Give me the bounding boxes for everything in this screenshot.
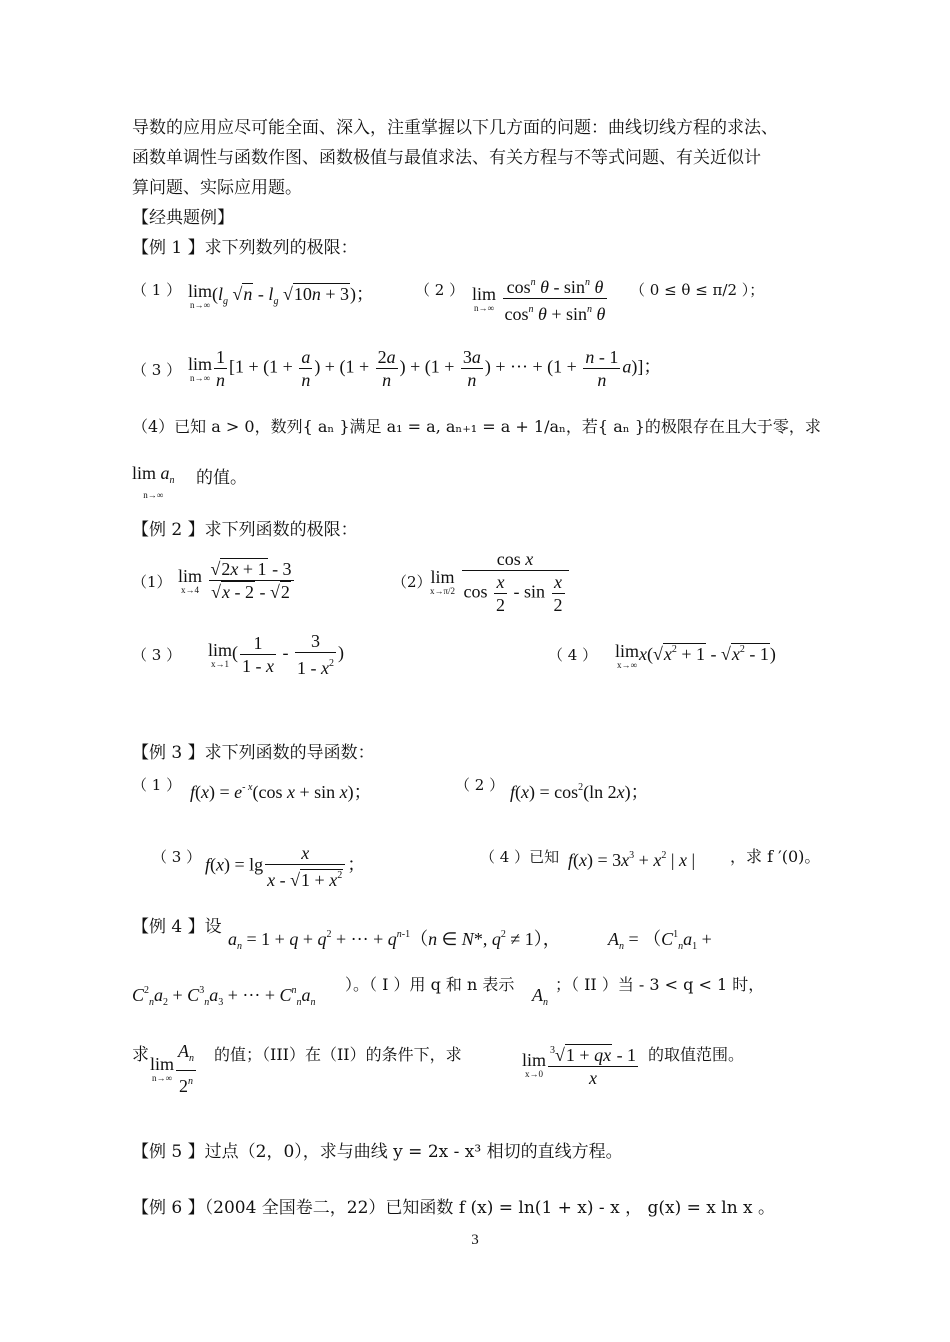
ex4-limit-An: lim n→∞ $\frac{A_n}{2^n}$ xyxy=(150,1041,195,1096)
ex1-part3-label: （ 3 ） xyxy=(132,361,182,379)
ex1-part4-text: （4）已知 a > 0，数列{ aₙ }满足 a₁ = a, aₙ₊₁ = a + 1/aₙ，若{ aₙ }的极限存在且大于零，求 xyxy=(132,417,821,436)
ex4-line3-b: 的值；（III）在（II）的条件下，求 xyxy=(214,1045,462,1064)
intro-line-2: 函数单调性与函数作图、函数极值与最值求法、有关方程与不等式问题、有关近似计 xyxy=(132,148,761,168)
example-6: 【例 6 】（2004 全国卷二，22）已知函数 f (x) = ln(1 + x) - x ， g(x) = x ln x 。 xyxy=(132,1198,776,1218)
example-2-title: 【例 2 】求下列函数的极限： xyxy=(132,520,358,540)
ex2-part2-formula: lim x→π/2 cos x cos $\frac{x}{2}$ - sin $\frac{x}{2}$ xyxy=(430,548,571,616)
ex1-part2-formula: lim n→∞ $\frac{\cos^n \theta - \sin^n \theta}{\cos^n \theta + \sin^n \theta}$ xyxy=(472,272,609,325)
ex2-part3-label: （ 3 ） xyxy=(132,646,182,664)
ex4-line2-tail: ；（ II ）当 - 3 < q < 1 时， xyxy=(555,975,765,994)
example-1-title: 【例 1 】求下列数列的极限： xyxy=(132,238,358,258)
ex1-part2-condition: （ 0 ≤ θ ≤ π/2 ）； xyxy=(630,281,765,299)
ex4-limit-cuberoot: lim x→0 $\frac{^3√1 + qx - 1}{x}$ xyxy=(522,1040,640,1089)
ex2-part3-formula: lim x→1 ( $\frac{1}{1 - x}$ - $\frac{3}{1 - x^2}$ ) xyxy=(208,631,345,678)
ex2-part4-label: （ 4 ） xyxy=(548,646,598,664)
ex3-part3-label: （ 3 ） xyxy=(152,848,202,866)
intro-line-1: 导数的应用应尽可能全面、深入，注重掌握以下几方面的问题：曲线切线方程的求法、 xyxy=(132,118,778,138)
ex1-part4-tail: 的值。 xyxy=(196,468,247,488)
ex4-An-definition-end: $C^2_na_2 + C^3_na_3$ + ··· + $C^n_na_n$ xyxy=(132,985,316,1008)
ex3-part4-formula: $f(x) = 3x^3 + x^2$ | x | xyxy=(568,850,696,870)
ex1-part1-formula: lim n→∞ ($l_g$ $√n - l_g$ √10n + 3)； xyxy=(188,280,374,310)
ex1-part4-limit: $\lim a_n$ n→∞ xyxy=(132,463,175,500)
ex4-an-definition: $a_n = 1 + q + q^2$ + ··· + $q^{n-1}(n$ ∈ N*, $q^2 \ne 1$）， xyxy=(228,929,561,952)
intro-line-3: 算问题、实际应用题。 xyxy=(132,178,302,198)
example-4-title: 【例 4 】设 xyxy=(132,917,222,937)
ex3-part1-label: （ 1 ） xyxy=(132,776,182,794)
ex3-part4-label: （ 4 ）已知 xyxy=(480,848,560,866)
ex3-part4-tail: ，求 f ′(0)。 xyxy=(730,847,821,866)
example-5: 【例 5 】过点（2，0），求与曲线 y = 2x - x³ 相切的直线方程。 xyxy=(132,1142,623,1162)
ex1-part1-label: （ 1 ） xyxy=(132,281,182,299)
ex4-line3-c: 的取值范围。 xyxy=(648,1045,745,1064)
ex4-An-definition-start: $A_n = (C^1_na_1$ + xyxy=(608,929,712,952)
ex4-An-symbol: $A_n$ xyxy=(532,985,548,1008)
ex3-part1-formula: $f(x) = e^{- x}(\cos$ x + sin x)； xyxy=(190,782,372,802)
ex2-part2-label: （2） xyxy=(392,573,432,591)
page-number: 3 xyxy=(471,1232,479,1248)
ex2-part4-formula: lim x→∞ $x(√x^2 + 1 - √x^2 - 1)$ xyxy=(615,641,776,670)
ex1-part2-label: （ 2 ） xyxy=(415,281,465,299)
ex3-part2-formula: $f(x) = \cos^2(\ln$ 2x)； xyxy=(510,782,649,802)
ex2-part1-formula: lim x→4 $\frac{√2x + 1 - 3}{√x - 2 - √2}$ xyxy=(178,559,292,602)
ex3-part2-label: （ 2 ） xyxy=(455,776,505,794)
ex4-line3-a: 求 xyxy=(132,1045,149,1065)
ex4-line2-mid: ）。（ I ）用 q 和 n 表示 xyxy=(345,975,515,994)
ex3-part3-formula: f(x) = lg $\frac{x}{x - √1 + x^2}$ ； xyxy=(205,843,366,890)
ex1-part3-formula: lim n→∞ $\frac{1}{n}$ [1 + (1 + $\frac{a}{n}$ ) + (1 + $\frac{2a}{n}$ ) + (1 + $\frac{3a}{n}$ ) + ··· + (1 + $\frac{n - 1}{n}$ a)]； xyxy=(188,347,662,390)
example-3-title: 【例 3 】求下列函数的导函数： xyxy=(132,743,375,763)
section-title: 【经典题例】 xyxy=(132,208,234,228)
ex2-part1-label: （1） xyxy=(132,573,172,591)
